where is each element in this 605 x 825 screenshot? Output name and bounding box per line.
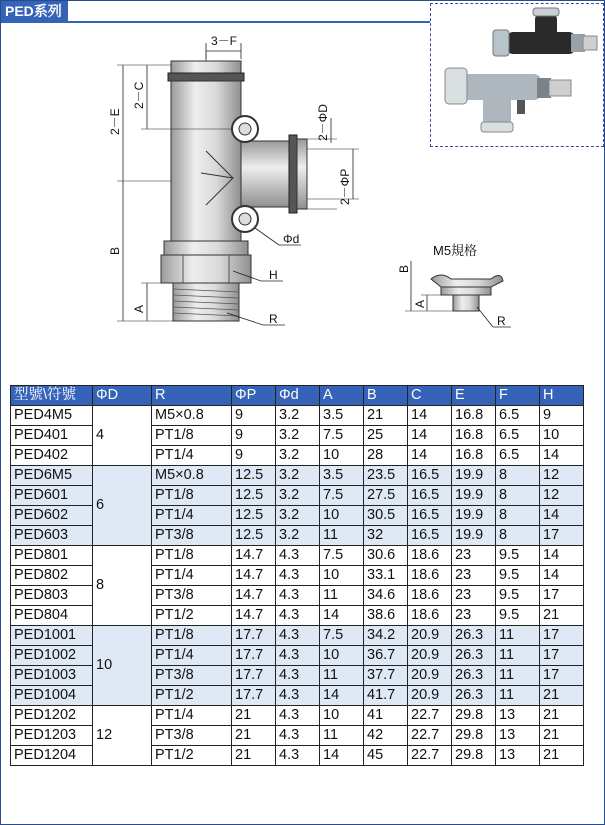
model-cell: PED1203 — [11, 726, 93, 746]
product-photo — [431, 4, 603, 146]
fitting-technical-drawing — [1, 23, 431, 373]
value-cell: 6.5 — [496, 406, 540, 426]
model-cell: PED6M5 — [11, 466, 93, 486]
value-cell: 34.2 — [364, 626, 408, 646]
value-cell: 16.5 — [408, 466, 452, 486]
value-cell: 7.5 — [320, 626, 364, 646]
value-cell: 26.3 — [452, 646, 496, 666]
value-cell: 12.5 — [232, 526, 276, 546]
dim-3f: 3－F — [211, 34, 238, 48]
m5-title: M5規格 — [433, 243, 478, 258]
value-cell: 4.3 — [276, 586, 320, 606]
product-photo-box — [430, 3, 604, 147]
m5-dim-a: A — [413, 299, 427, 308]
value-cell: 14 — [408, 406, 452, 426]
value-cell: 22.7 — [408, 746, 452, 766]
value-cell: 8 — [496, 506, 540, 526]
model-cell: PED601 — [11, 486, 93, 506]
value-cell: 38.6 — [364, 606, 408, 626]
value-cell: PT1/8 — [152, 426, 232, 446]
value-cell: 17 — [540, 586, 584, 606]
value-cell: 21 — [232, 746, 276, 766]
value-cell: 12.5 — [232, 466, 276, 486]
value-cell: 21 — [540, 726, 584, 746]
model-cell: PED603 — [11, 526, 93, 546]
value-cell: PT1/2 — [152, 606, 232, 626]
value-cell: 3.2 — [276, 486, 320, 506]
value-cell: 36.7 — [364, 646, 408, 666]
value-cell: 12.5 — [232, 486, 276, 506]
value-cell: 41.7 — [364, 686, 408, 706]
value-cell: 25 — [364, 426, 408, 446]
label-phid: Φd — [283, 232, 300, 246]
value-cell: 14 — [540, 546, 584, 566]
value-cell: 4.3 — [276, 646, 320, 666]
value-cell: 7.5 — [320, 486, 364, 506]
dim-a: A — [132, 304, 146, 313]
value-cell: 8 — [496, 486, 540, 506]
value-cell: 23 — [452, 586, 496, 606]
value-cell: 16.5 — [408, 506, 452, 526]
value-cell: 10 — [320, 566, 364, 586]
value-cell: 7.5 — [320, 426, 364, 446]
value-cell: 21 — [540, 686, 584, 706]
series-title: PED系列 — [1, 1, 68, 21]
value-cell: 3.2 — [276, 446, 320, 466]
value-cell: 14 — [408, 446, 452, 466]
table-row — [11, 406, 584, 426]
value-cell: 16.5 — [408, 526, 452, 546]
value-cell: 3.2 — [276, 526, 320, 546]
value-cell: 16.8 — [452, 406, 496, 426]
value-cell: 30.5 — [364, 506, 408, 526]
header-b: B — [364, 386, 408, 406]
value-cell: 4.3 — [276, 626, 320, 646]
value-cell: 11 — [496, 646, 540, 666]
value-cell: 13 — [496, 746, 540, 766]
value-cell: 20.9 — [408, 666, 452, 686]
value-cell: PT1/4 — [152, 646, 232, 666]
model-cell: PED1003 — [11, 666, 93, 686]
value-cell: 21 — [540, 746, 584, 766]
value-cell: 3.2 — [276, 506, 320, 526]
value-cell: 12 — [540, 466, 584, 486]
header-r: R — [152, 386, 232, 406]
value-cell: 3.5 — [320, 406, 364, 426]
value-cell: 10 — [320, 646, 364, 666]
value-cell: 30.6 — [364, 546, 408, 566]
value-cell: 19.9 — [452, 526, 496, 546]
value-cell: 9.5 — [496, 566, 540, 586]
value-cell: 19.9 — [452, 466, 496, 486]
header-e: E — [452, 386, 496, 406]
value-cell: 16.5 — [408, 486, 452, 506]
value-cell: 14 — [408, 426, 452, 446]
value-cell: 20.9 — [408, 646, 452, 666]
value-cell: 23.5 — [364, 466, 408, 486]
value-cell: PT1/8 — [152, 626, 232, 646]
value-cell: 4.3 — [276, 746, 320, 766]
value-cell: 33.1 — [364, 566, 408, 586]
header-f: F — [496, 386, 540, 406]
value-cell: 3.2 — [276, 426, 320, 446]
tube-diameter-cell: 8 — [93, 546, 152, 626]
value-cell: 27.5 — [364, 486, 408, 506]
header-phid-tube: ΦD — [93, 386, 152, 406]
header-phip: ΦP — [232, 386, 276, 406]
value-cell: 17.7 — [232, 666, 276, 686]
value-cell: 14 — [320, 606, 364, 626]
value-cell: PT1/2 — [152, 686, 232, 706]
value-cell: 14.7 — [232, 546, 276, 566]
value-cell: 6.5 — [496, 446, 540, 466]
value-cell: PT1/4 — [152, 506, 232, 526]
value-cell: 14 — [320, 746, 364, 766]
value-cell: 14.7 — [232, 566, 276, 586]
value-cell: PT3/8 — [152, 726, 232, 746]
model-cell: PED801 — [11, 546, 93, 566]
label-h: H — [269, 268, 278, 282]
value-cell: 17.7 — [232, 686, 276, 706]
value-cell: 11 — [320, 526, 364, 546]
model-cell: PED1004 — [11, 686, 93, 706]
value-cell: 26.3 — [452, 626, 496, 646]
value-cell: 34.6 — [364, 586, 408, 606]
value-cell: PT3/8 — [152, 586, 232, 606]
model-cell: PED803 — [11, 586, 93, 606]
value-cell: PT3/8 — [152, 526, 232, 546]
value-cell: PT1/8 — [152, 546, 232, 566]
value-cell: 4.3 — [276, 666, 320, 686]
value-cell: PT1/4 — [152, 446, 232, 466]
model-cell: PED1204 — [11, 746, 93, 766]
value-cell: 11 — [496, 666, 540, 686]
value-cell: PT1/4 — [152, 706, 232, 726]
table-row — [11, 546, 584, 566]
value-cell: 12.5 — [232, 506, 276, 526]
model-cell: PED804 — [11, 606, 93, 626]
value-cell: 9.5 — [496, 546, 540, 566]
value-cell: 10 — [320, 446, 364, 466]
table-header-row — [11, 386, 584, 406]
value-cell: 18.6 — [408, 586, 452, 606]
m5-dim-b: B — [397, 264, 411, 273]
value-cell: PT1/8 — [152, 486, 232, 506]
value-cell: 3.5 — [320, 466, 364, 486]
value-cell: 11 — [496, 686, 540, 706]
value-cell: 11 — [496, 626, 540, 646]
value-cell: 16.8 — [452, 446, 496, 466]
header-a: A — [320, 386, 364, 406]
value-cell: 21 — [364, 406, 408, 426]
value-cell: 4.3 — [276, 566, 320, 586]
value-cell: 10 — [540, 426, 584, 446]
value-cell: M5×0.8 — [152, 466, 232, 486]
model-cell: PED402 — [11, 446, 93, 466]
value-cell: 21 — [232, 726, 276, 746]
value-cell: 11 — [320, 726, 364, 746]
m5-spec-drawing — [381, 231, 541, 351]
model-cell: PED4M5 — [11, 406, 93, 426]
value-cell: 11 — [320, 666, 364, 686]
value-cell: 26.3 — [452, 686, 496, 706]
tube-diameter-cell: 6 — [93, 466, 152, 546]
value-cell: 23 — [452, 566, 496, 586]
value-cell: 9 — [232, 446, 276, 466]
value-cell: 18.6 — [408, 606, 452, 626]
value-cell: 17 — [540, 666, 584, 686]
value-cell: 18.6 — [408, 546, 452, 566]
value-cell: 18.6 — [408, 566, 452, 586]
value-cell: 17 — [540, 626, 584, 646]
value-cell: 14.7 — [232, 606, 276, 626]
value-cell: PT3/8 — [152, 666, 232, 686]
value-cell: 42 — [364, 726, 408, 746]
model-cell: PED401 — [11, 426, 93, 446]
value-cell: 8 — [496, 466, 540, 486]
value-cell: 9.5 — [496, 586, 540, 606]
model-cell: PED602 — [11, 506, 93, 526]
header-h: H — [540, 386, 584, 406]
value-cell: 10 — [320, 506, 364, 526]
value-cell: 14.7 — [232, 586, 276, 606]
value-cell: 32 — [364, 526, 408, 546]
value-cell: 4.3 — [276, 686, 320, 706]
value-cell: 8 — [496, 526, 540, 546]
tube-diameter-cell: 12 — [93, 706, 152, 766]
tube-diameter-cell: 4 — [93, 406, 152, 466]
value-cell: 11 — [320, 586, 364, 606]
value-cell: 19.9 — [452, 486, 496, 506]
value-cell: 21 — [540, 606, 584, 626]
value-cell: 9 — [232, 426, 276, 446]
value-cell: 29.8 — [452, 746, 496, 766]
value-cell: 6.5 — [496, 426, 540, 446]
value-cell: 4.3 — [276, 606, 320, 626]
dim-2e: 2－E — [108, 108, 122, 135]
value-cell: 20.9 — [408, 686, 452, 706]
value-cell: 14 — [540, 506, 584, 526]
value-cell: 4.3 — [276, 706, 320, 726]
value-cell: PT1/4 — [152, 566, 232, 586]
value-cell: 45 — [364, 746, 408, 766]
value-cell: 21 — [232, 706, 276, 726]
dim-2c: 2－C — [132, 81, 146, 109]
value-cell: 13 — [496, 706, 540, 726]
dim-2phip: 2－ΦP — [338, 168, 352, 205]
specification-table — [10, 385, 584, 766]
value-cell: 14 — [540, 566, 584, 586]
header-phid-hole: Φd — [276, 386, 320, 406]
model-cell: PED1002 — [11, 646, 93, 666]
value-cell: 4.3 — [276, 726, 320, 746]
value-cell: 29.8 — [452, 726, 496, 746]
value-cell: 10 — [320, 706, 364, 726]
value-cell: 29.8 — [452, 706, 496, 726]
m5-label-r: R — [497, 314, 506, 328]
value-cell: 37.7 — [364, 666, 408, 686]
value-cell: 22.7 — [408, 706, 452, 726]
table-row — [11, 466, 584, 486]
value-cell: 17.7 — [232, 646, 276, 666]
value-cell: 16.8 — [452, 426, 496, 446]
value-cell: 17.7 — [232, 626, 276, 646]
value-cell: 9.5 — [496, 606, 540, 626]
value-cell: 12 — [540, 486, 584, 506]
value-cell: 22.7 — [408, 726, 452, 746]
value-cell: 28 — [364, 446, 408, 466]
table-row — [11, 706, 584, 726]
model-cell: PED802 — [11, 566, 93, 586]
value-cell: 41 — [364, 706, 408, 726]
value-cell: 17 — [540, 646, 584, 666]
header-model: 型號\符號 — [11, 386, 93, 406]
value-cell: 21 — [540, 706, 584, 726]
tube-diameter-cell: 10 — [93, 626, 152, 706]
value-cell: 20.9 — [408, 626, 452, 646]
model-cell: PED1202 — [11, 706, 93, 726]
table-row — [11, 626, 584, 646]
value-cell: 3.2 — [276, 466, 320, 486]
value-cell: 19.9 — [452, 506, 496, 526]
value-cell: 7.5 — [320, 546, 364, 566]
value-cell: 17 — [540, 526, 584, 546]
value-cell: 4.3 — [276, 546, 320, 566]
label-r: R — [269, 312, 278, 326]
value-cell: 14 — [320, 686, 364, 706]
value-cell: 3.2 — [276, 406, 320, 426]
value-cell: 9 — [540, 406, 584, 426]
value-cell: 14 — [540, 446, 584, 466]
model-cell: PED1001 — [11, 626, 93, 646]
value-cell: PT1/2 — [152, 746, 232, 766]
dim-b: B — [108, 246, 122, 255]
value-cell: 9 — [232, 406, 276, 426]
value-cell: 26.3 — [452, 666, 496, 686]
header-c: C — [408, 386, 452, 406]
value-cell: M5×0.8 — [152, 406, 232, 426]
dim-2phid: 2－ΦD — [316, 104, 330, 141]
value-cell: 13 — [496, 726, 540, 746]
value-cell: 23 — [452, 546, 496, 566]
value-cell: 23 — [452, 606, 496, 626]
